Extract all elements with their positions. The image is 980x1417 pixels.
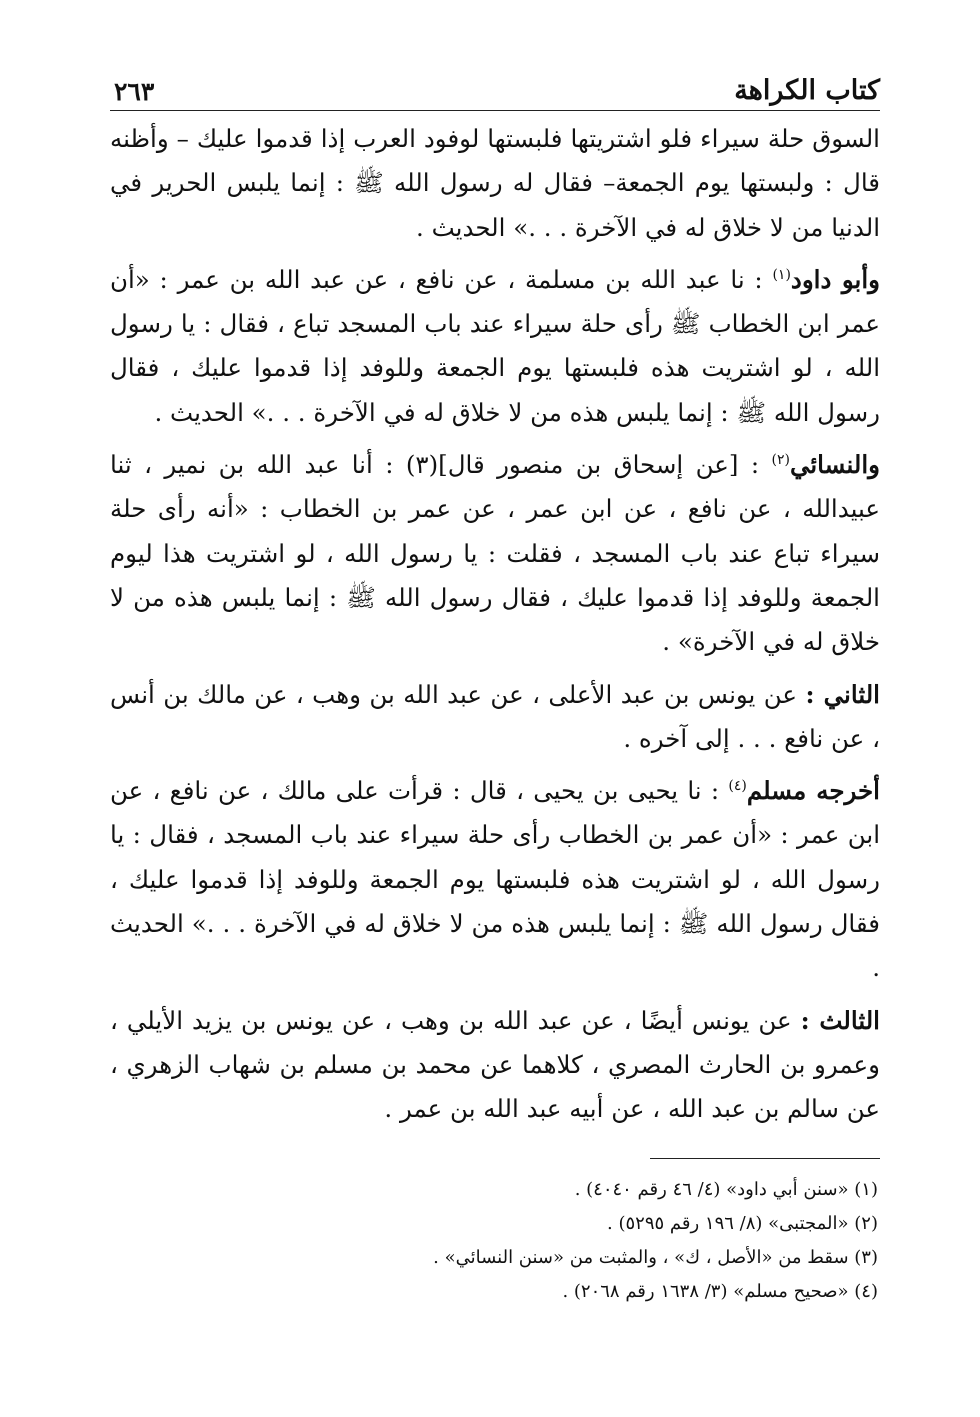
paragraph <box>110 258 880 435</box>
paragraph-text: عن يونس أيضًا ، عن عبد الله بن وهب ، عن يونس بن يزيد الأيلي ، وعمرو بن الحارث المصري ، كلاهما عن محمد بن مسلم بن شهاب الزهري ، عن سالم بن عبد الله ، عن أبيه عبد الله بن عمر . <box>110 1005 880 1124</box>
paragraph-lead: الثاني : <box>805 679 880 709</box>
paragraph-lead: والنسائي <box>789 450 880 480</box>
footnote-divider <box>650 1158 880 1159</box>
footnote: (٢) «المجتبى» (٨/ ١٩٦ رقم ٥٢٩٥) . <box>607 1212 878 1234</box>
paragraph <box>110 117 880 250</box>
book-page <box>110 60 880 1309</box>
footnote: (٤) «صحيح مسلم» (٣/ ١٦٣٨ رقم ٢٠٦٨) . <box>562 1280 878 1302</box>
paragraph <box>110 673 880 762</box>
paragraph-text: : [عن إسحاق بن منصور قال](٣) : أنا عبد الله بن نمير ، ثنا عبيدالله ، عن نافع ، عن ابن عمر ، عن عمر بن الخطاب : «أنه رأى حلة سيراء تباع عند باب المسجد ، فقلت : يا رسول الله ، لو اشتريت هذا ليوم الجمعة وللوفد إذا قدموا عليك ، فقال رسول الله ﷺ : إنما يلبس هذه من لا خلاق له في الآخرة» . <box>110 450 880 657</box>
paragraph-lead: وأبو داود <box>790 264 880 294</box>
paragraph-text: عن يونس بن عبد الأعلى ، عن عبد الله بن وهب ، عن مالك بن أنس ، عن نافع . . . إلى آخره . <box>110 679 880 753</box>
footnote: (١) «سنن أبي داود» (٤/ ٤٦ رقم ٤٠٤٠) . <box>574 1178 878 1200</box>
page-number: ٢٦٣ <box>114 77 155 106</box>
paragraph-lead: أخرجه مسلم <box>746 776 880 806</box>
paragraph-text: : نا عبد الله بن مسلمة ، عن نافع ، عن عبد الله بن عمر : «أن عمر ابن الخطاب ﷺ رأى حلة سيراء عند باب المسجد تباع ، فقال : يا رسول الله ، لو اشتريت هذه فلبستها يوم الجمعة وللوفد إذا قدموا عليك ، فقال رسول الله ﷺ : إنما يلبس هذه من لا خلاق له في الآخرة . . .» الحديث . <box>110 264 880 427</box>
footnote: (٣) سقط من «الأصل ، ك» ، والمثبت من «سنن النسائي» . <box>433 1246 878 1268</box>
main-text <box>110 117 880 1132</box>
page-header <box>110 60 880 111</box>
footnote-reference: (١) <box>772 266 791 283</box>
paragraph <box>110 999 880 1132</box>
paragraph <box>110 769 880 990</box>
footnote-reference: (٢) <box>771 451 790 468</box>
running-title: كتاب الكراهة <box>734 75 880 106</box>
paragraph-text: : نا يحيى بن يحيى ، قال : قرأت على مالك ، عن نافع ، عن ابن عمر : «أن عمر بن الخطاب رأى حلة سيراء عند باب المسجد ، فقال : يا رسول الله ، لو اشتريت هذه فلبستها يوم الجمعة وللوفد إذا قدموا عليك ، فقال رسول الله ﷺ : إنما يلبس هذه من لا خلاق له في الآخرة . . .» الحديث . <box>110 776 880 983</box>
paragraph-text: السوق حلة سيراء فلو اشتريتها فلبستها لوفود العرب إذا قدموا عليك – وأظنه قال : ولبستها يوم الجمعة– فقال له رسول الله ﷺ : إنما يلبس الحرير في الدنيا من لا خلاق له في الآخرة . . .» الحديث . <box>110 124 880 242</box>
footnote-reference: (٤) <box>728 778 747 794</box>
footnotes <box>110 1173 880 1309</box>
paragraph-lead: الثالث : <box>800 1005 880 1035</box>
paragraph <box>110 443 880 664</box>
